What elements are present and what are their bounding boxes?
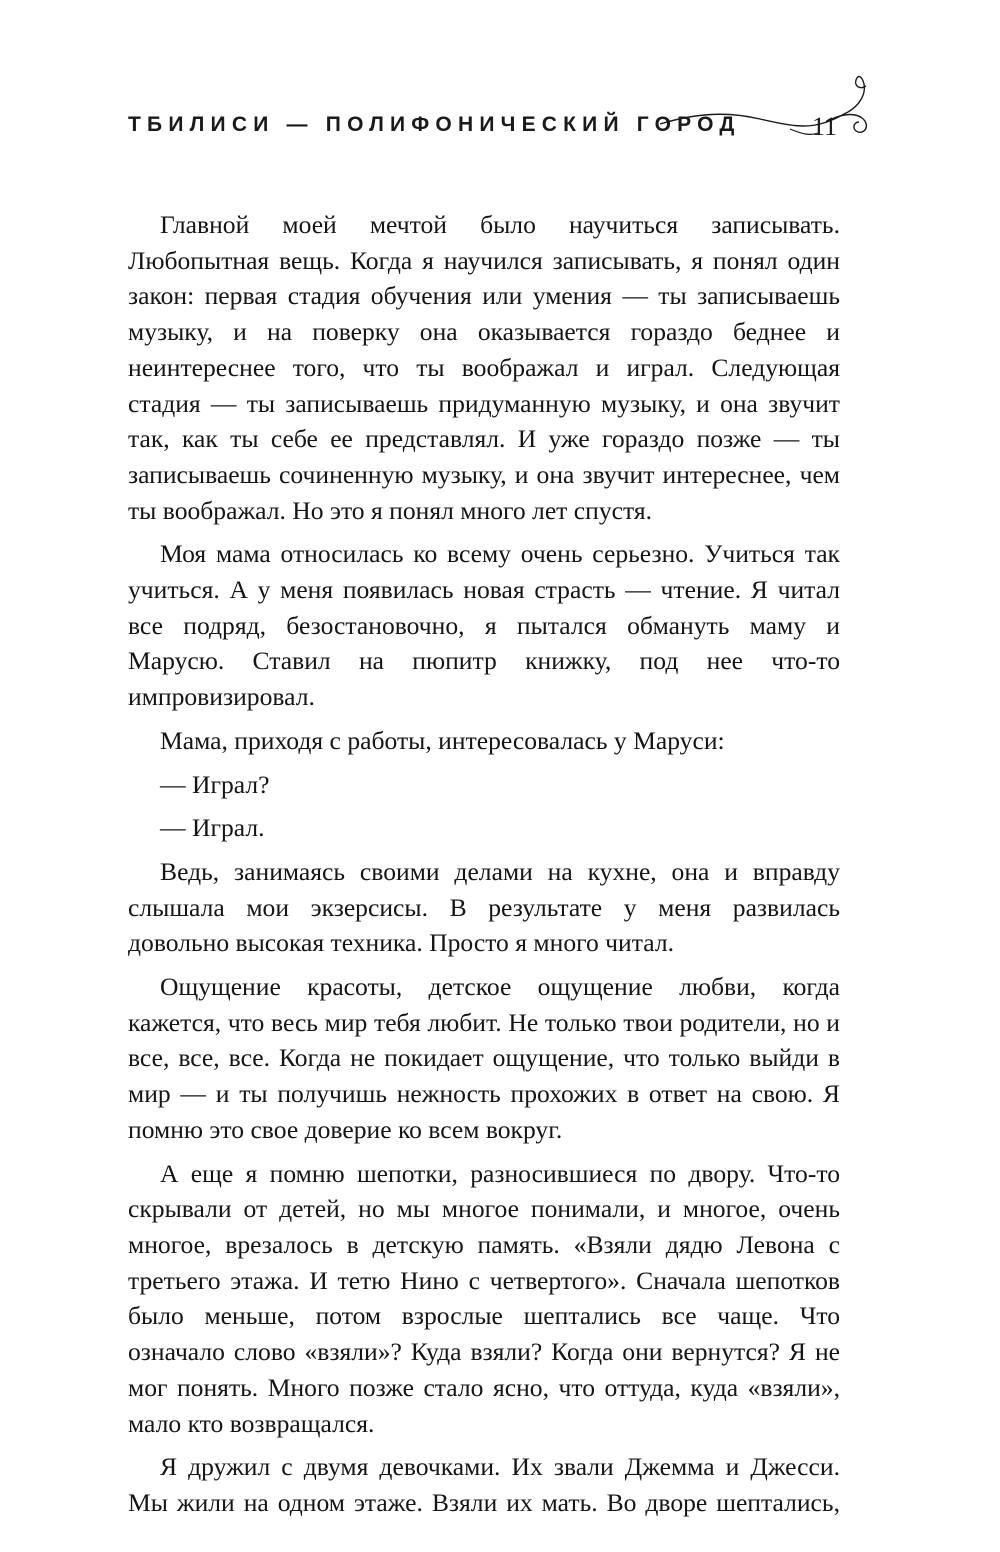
paragraph: Ощущение красоты, детское ощущение любви, когда кажется, что весь мир тебя любит. Не только твои родители, но и все, все, все. Когда не покидает ощущение, что только выйди в мир — и ты получишь нежность прохожих в ответ на свою. Я помню это свое доверие ко всем вокруг. [128,972,840,1144]
paragraph: А еще я помню шепотки, разносившиеся по двору. Что-то скрывали от детей, но мы многое понимали, и многое, очень многое, врезалось в детскую память. «Взяли дядю Левона с третьего этажа. И тетю Нино с четвертого». Сначала шепотков было меньше, потом взрослые шептались все чаще. Что означало слово «взяли»? Куда взяли? Когда они вернутся? Я не мог понять. Много позже стало ясно, что оттуда, куда «взяли», мало кто возвращался. [128,1158,840,1438]
paragraph: Мама, приходя с работы, интересовалась у Маруси: [160,725,725,755]
paragraph: Я дружил с двумя девочками. Их звали Джемма и Джесси. Мы жили на одном этаже. Взяли их мать. Во дворе шептались, [128,1452,840,1517]
paragraph: Главной моей мечтой было научиться записывать. Любопытная вещь. Когда я научился записывать, я понял один закон: первая стадия обучения или умения — ты записываешь музыку, и на поверку она оказывается гораздо беднее и неинтереснее того, что ты воображал и играл. Следующая стадия — ты записываешь придуманную музыку, и она звучит так, как ты себе ее представлял. И уже гораздо позже — ты записываешь сочиненную музыку, и она звучит интереснее, чем ты воображал. Но это я понял много лет спустя. [128,210,840,525]
body-text [128,207,840,1529]
dialogue-line: — Играл. [160,813,265,843]
paragraph: Ведь, занимаясь своими делами на кухне, она и вправду слышала мои экзерсисы. В результате у меня развилась довольно высокая техника. Просто я много читал. [128,856,840,958]
page-number: 11 [812,112,838,141]
flourish-ornament-icon [640,72,890,147]
paragraph: Моя мама относилась ко всему очень серьезно. Учиться так учиться. А у меня появилась новая страсть — чтение. Я читал все подряд, безостановочно, я пытался обмануть маму и Марусю. Ставил на пюпитр книжку, под нее что-то импровизировал. [128,539,840,712]
dialogue-line: — Играл? [160,769,270,799]
running-title: ТБИЛИСИ — ПОЛИФОНИЧЕСКИЙ ГОРОД [128,113,741,136]
